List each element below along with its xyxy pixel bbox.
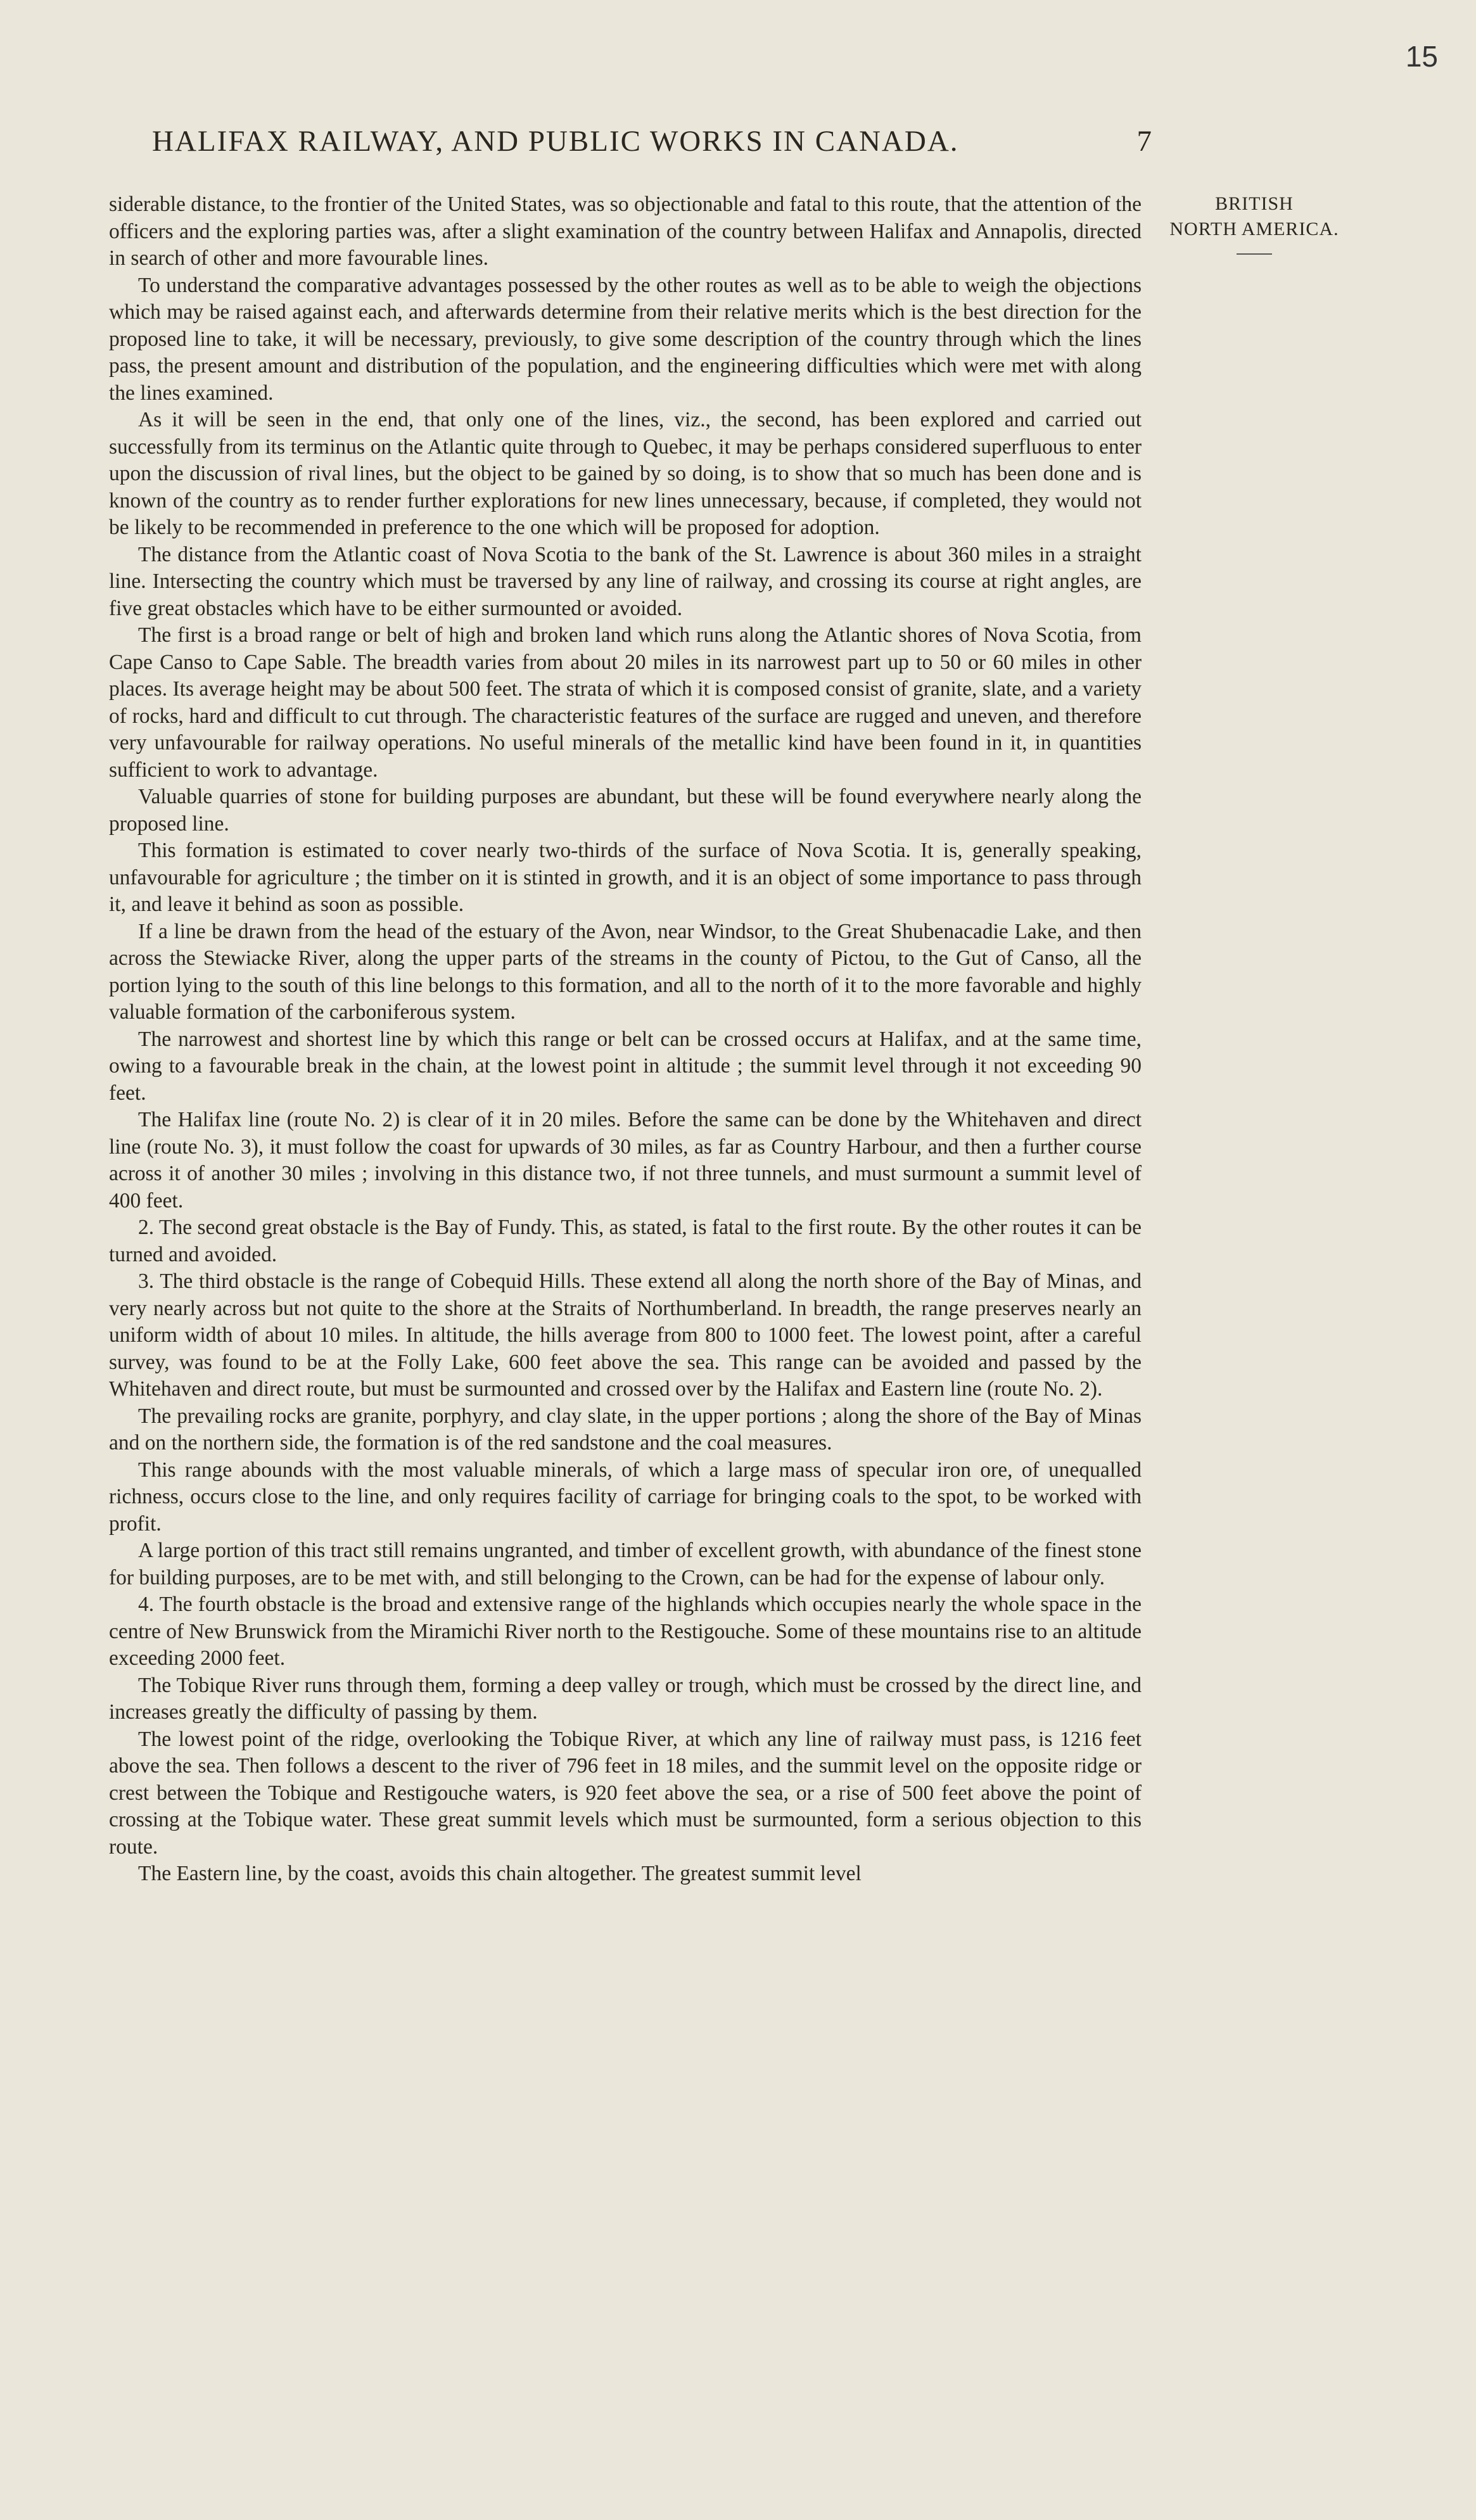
paragraph: 4. The fourth obstacle is the broad and extensive range of the highlands which occupies nearly the whole space in the centre of New Brunswick from the Miramichi River north to the Restigouche. Some of these mountains rise to an altitude exceeding 2000 feet. <box>109 1593 1142 1670</box>
paragraph: A large portion of this tract still remains ungranted, and timber of excellent growth, with abundance of the finest stone for building purposes, are to be met with, and still belonging to the Crown, can be had for the expense of labour only. <box>109 1539 1142 1589</box>
paragraph: The Halifax line (route No. 2) is clear of it in 20 miles. Before the same can be done by the Whitehaven and direct line (route No. 3), it must follow the coast for upwards of 30 miles, as far as Country Harbour, and then a further course across it of another 30 miles ; involving in this distance two, if not three tunnels, and must surmount a summit level of 400 feet. <box>109 1108 1142 1212</box>
paragraph: To understand the comparative advantages possessed by the other routes as well as to be able to weigh the objections which may be raised against each, and afterwards determine from their relative merits which is the best direction for the proposed line to take, it will be necessary, previously, to give some description of the country through which the lines pass, the present amount and distribution of the population, and the engineering difficulties which were met with along the lines examined. <box>109 273 1142 405</box>
margin-note <box>1159 191 1349 255</box>
paragraph: 2. The second great obstacle is the Bay of Fundy. This, as stated, is fatal to the first route. By the other routes it can be turned and avoided. <box>109 1216 1142 1266</box>
paragraph: The Eastern line, by the coast, avoids this chain altogether. The greatest summit level <box>138 1862 862 1885</box>
running-head-title: HALIFAX RAILWAY, AND PUBLIC WORKS IN CANADA. <box>152 125 959 158</box>
paragraph: The prevailing rocks are granite, porphyry, and clay slate, in the upper portions ; along the shore of the Bay of Minas and on the northern side, the formation is of the red sandstone and the coal measures. <box>109 1404 1142 1454</box>
paragraph: The first is a broad range or belt of high and broken land which runs along the Atlantic shores of Nova Scotia, from Cape Canso to Cape Sable. The breadth varies from about 20 miles in its narrowest part up to 50 or 60 miles in other places. Its average height may be about 500 feet. The strata of which it is composed consist of granite, slate, and a variety of rocks, hard and difficult to cut through. The characteristic features of the surface are rugged and uneven, and therefore very unfavourable for railway operations. No useful minerals of the metallic kind have been found in it, in quantities sufficient to work to advantage. <box>109 623 1142 782</box>
paragraph: 3. The third obstacle is the range of Cobequid Hills. These extend all along the north shore of the Bay of Minas, and very nearly across but not quite to the shore at the Straits of Northumberland. In breadth, the range preserves nearly an uniform width of about 10 miles. In altitude, the hills average from 800 to 1000 feet. The lowest point, after a careful survey, was found to be at the Folly Lake, 600 feet above the sea. This range can be avoided and passed by the Whitehaven and direct route, but must be surmounted and crossed over by the Halifax and Eastern line (route No. 2). <box>109 1270 1142 1401</box>
paragraph: The lowest point of the ridge, overlooking the Tobique River, at which any line of railway must pass, is 1216 feet above the sea. Then follows a descent to the river of 796 feet in 18 miles, and the summit level on the opposite ridge or crest between the Tobique and Restigouche waters, is 920 feet above the sea, or a rise of 500 feet above the point of crossing at the Tobique water. These great summit levels which must be surmounted, form a serious objection to this route. <box>109 1727 1142 1859</box>
body-text <box>109 191 1142 1888</box>
page-number: 15 <box>1405 40 1438 73</box>
paragraph: The distance from the Atlantic coast of Nova Scotia to the bank of the St. Lawrence is about 360 miles in a straight line. Intersecting the country which must be traversed by any line of railway, and crossing its course at right angles, are five great obstacles which have to be either surmounted or avoided. <box>109 542 1142 620</box>
paragraph-continued: siderable distance, to the frontier of the United States, was so objectionable and fatal to this route, that the attention of the officers and the exploring parties was, after a slight examination of the country between Halifax and Annapolis, directed in search of other and more favourable lines. <box>109 193 1142 270</box>
paragraph: This formation is estimated to cover nearly two-thirds of the surface of Nova Scotia. It is, generally speaking, unfavourable for agriculture ; the timber on it is stinted in growth, and it is an object of some importance to pass through it, and leave it behind as soon as possible. <box>109 839 1142 916</box>
paragraph: Valuable quarries of stone for building purposes are abundant, but these will be found everywhere nearly along the proposed line. <box>109 785 1142 836</box>
margin-note-rule <box>1237 253 1272 255</box>
paragraph: If a line be drawn from the head of the estuary of the Avon, near Windsor, to the Great Shubenacadie Lake, and then across the Stewiacke River, along the upper parts of the streams in the county of Pictou, to the Gut of Canso, all the portion lying to the south of this line belongs to this formation, and all to the north of it to the more favorable and highly valuable formation of the carboniferous system. <box>109 919 1142 1024</box>
paragraph: The Tobique River runs through them, forming a deep valley or trough, which must be crossed by the direct line, and increases greatly the difficulty of passing by them. <box>109 1673 1142 1724</box>
running-head <box>152 124 1153 158</box>
paragraph: This range abounds with the most valuable minerals, of which a large mass of specular iron ore, of unequalled richness, occurs close to the line, and only requires facility of carriage for bringing coals to the spot, to be worked with profit. <box>109 1458 1142 1536</box>
margin-note-line-2: NORTH AMERICA. <box>1169 219 1339 239</box>
paragraph: As it will be seen in the end, that only one of the lines, viz., the second, has been explored and carried out successfully from its terminus on the Atlantic quite through to Quebec, it may be perhaps considered superfluous to enter upon the discussion of rival lines, but the object to be gained by so doing, is to show that so much has been done and is known of the country as to render further explorations for new lines unnecessary, because, if completed, they would not be likely to be recommended in preference to the one which will be proposed for adoption. <box>109 408 1142 539</box>
paragraph: The narrowest and shortest line by which this range or belt can be crossed occurs at Halifax, and at the same time, owing to a favourable break in the chain, at the lowest point in altitude ; the summit level through it not exceeding 90 feet. <box>109 1027 1142 1105</box>
running-head-folio: 7 <box>1136 125 1153 158</box>
margin-note-line-1: BRITISH <box>1215 193 1294 214</box>
